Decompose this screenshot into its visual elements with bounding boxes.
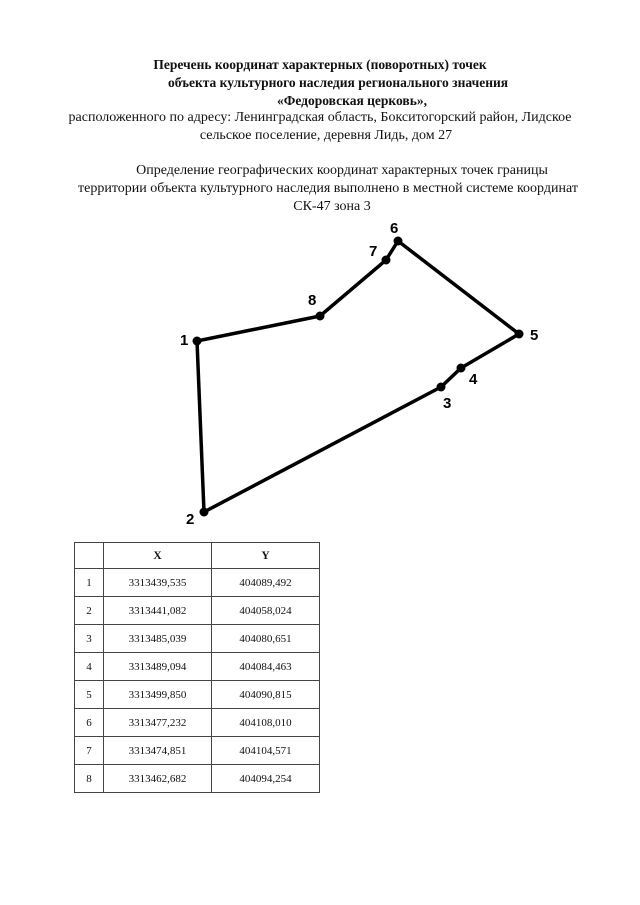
table-row	[75, 765, 320, 793]
vertex-label-2: 2	[186, 511, 195, 528]
vertex-marker-7	[382, 256, 391, 265]
vertex-marker-4	[457, 364, 466, 373]
vertex-marker-1	[193, 337, 202, 346]
point-y: 404104,571	[212, 737, 320, 765]
point-number: 8	[75, 765, 104, 793]
vertex-label-8: 8	[308, 292, 317, 309]
address-line-1: расположенного по адресу: Ленинградская область, Бокситогорский район, Лидское	[68, 110, 572, 125]
point-y: 404080,651	[212, 625, 320, 653]
point-x: 3313489,094	[104, 653, 212, 681]
point-number: 6	[75, 709, 104, 737]
table-row	[75, 681, 320, 709]
vertex-marker-3	[437, 383, 446, 392]
coordinates-table	[74, 542, 320, 793]
title-line-3: «Федоровская церковь»,	[277, 93, 427, 108]
vertex-label-3: 3	[443, 395, 452, 412]
note-line-3: СК-47 зона 3	[293, 199, 371, 214]
vertex-label-7: 7	[369, 243, 378, 260]
point-x: 3313477,232	[104, 709, 212, 737]
point-x: 3313441,082	[104, 597, 212, 625]
vertex-marker-8	[316, 312, 325, 321]
point-number: 1	[75, 569, 104, 597]
address-line-2: сельское поселение, деревня Лидь, дом 27	[199, 128, 453, 143]
point-number: 5	[75, 681, 104, 709]
point-x: 3313499,850	[104, 681, 212, 709]
point-y: 404090,815	[212, 681, 320, 709]
point-x: 3313485,039	[104, 625, 212, 653]
header-y: Y	[212, 543, 320, 569]
point-y: 404089,492	[212, 569, 320, 597]
point-x: 3313439,535	[104, 569, 212, 597]
vertex-marker-5	[515, 330, 524, 339]
vertex-label-6: 6	[390, 220, 399, 237]
table-row	[75, 569, 320, 597]
header-number	[75, 543, 104, 569]
vertex-marker-2	[200, 508, 209, 517]
point-number: 2	[75, 597, 104, 625]
table-row	[75, 625, 320, 653]
table-row	[75, 737, 320, 765]
point-number: 4	[75, 653, 104, 681]
point-x: 3313462,682	[104, 765, 212, 793]
vertex-label-5: 5	[530, 327, 539, 344]
point-y: 404108,010	[212, 709, 320, 737]
note-line-1: Определение географических координат характерных точек границы	[136, 163, 548, 178]
vertex-marker-6	[394, 237, 403, 246]
table-header-row	[75, 543, 320, 569]
point-y: 404058,024	[212, 597, 320, 625]
point-number: 3	[75, 625, 104, 653]
point-y: 404084,463	[212, 653, 320, 681]
note-line-2: территории объекта культурного наследия выполнено в местной системе координат	[78, 181, 578, 196]
table-row	[75, 653, 320, 681]
point-y: 404094,254	[212, 765, 320, 793]
table-row	[75, 597, 320, 625]
point-x: 3313474,851	[104, 737, 212, 765]
point-number: 7	[75, 737, 104, 765]
vertex-label-1: 1	[180, 332, 189, 349]
vertex-label-4: 4	[469, 371, 478, 388]
table-row	[75, 709, 320, 737]
header-x: X	[104, 543, 212, 569]
title-line-1: Перечень координат характерных (поворотных) точек	[153, 57, 487, 72]
title-line-2: объекта культурного наследия регионального значения	[167, 75, 509, 90]
